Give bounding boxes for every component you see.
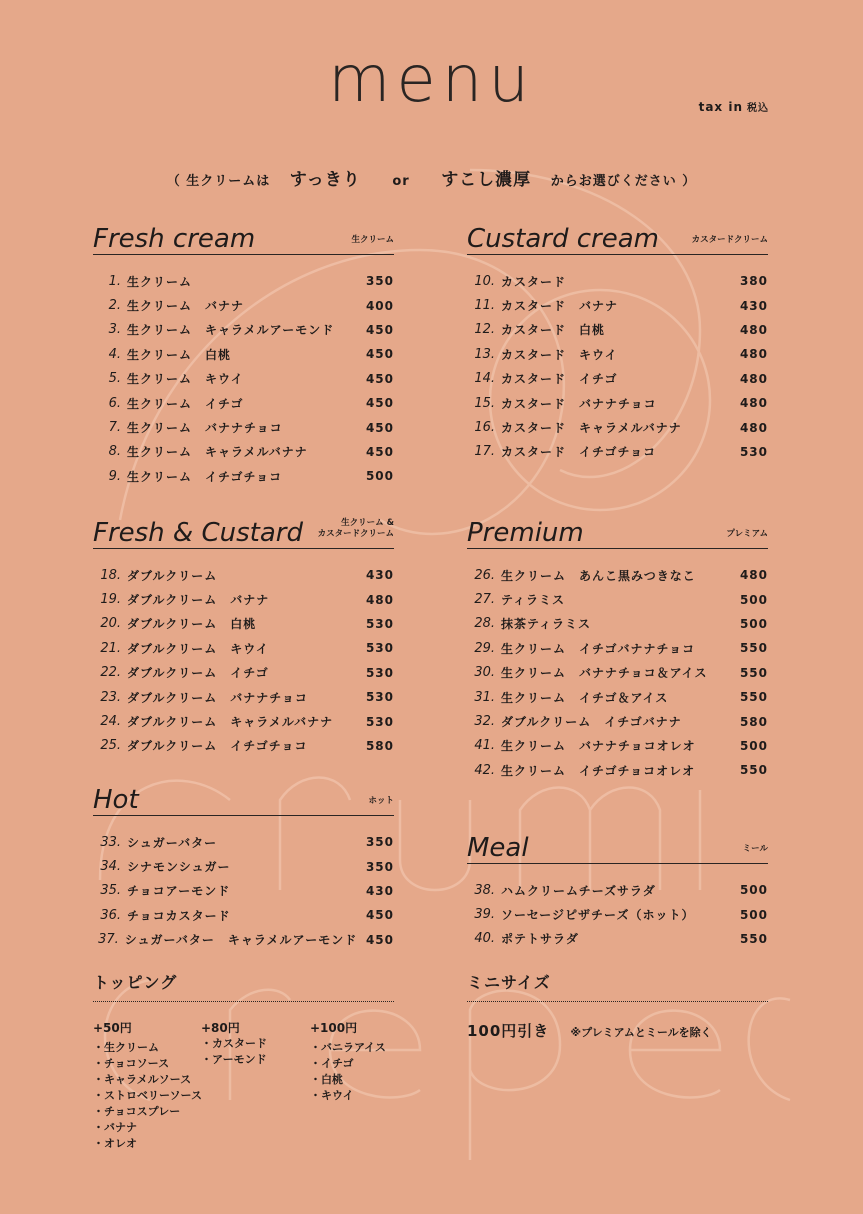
menu-item bbox=[467, 709, 768, 733]
cream-choice-note bbox=[0, 165, 863, 190]
item-price: 350 bbox=[365, 835, 394, 850]
item-price: 430 bbox=[365, 883, 394, 898]
item-price: 350 bbox=[365, 274, 394, 289]
tax-note bbox=[699, 99, 769, 114]
menu-item bbox=[467, 415, 768, 439]
item-name: ダブルクリーム バナナチョコ bbox=[127, 690, 308, 705]
topping-item: ・バナナ bbox=[93, 1121, 137, 1134]
item-name: 生クリーム イチゴ＆アイス bbox=[501, 690, 669, 705]
menu-item bbox=[467, 367, 768, 391]
menu-item bbox=[467, 269, 768, 293]
item-price: 450 bbox=[365, 932, 394, 947]
item-price: 450 bbox=[365, 420, 394, 435]
topping-group-80 bbox=[201, 1020, 267, 1068]
item-number: 19. bbox=[100, 592, 121, 608]
option-rich: すこし濃厚 bbox=[441, 170, 532, 190]
item-number: 30. bbox=[474, 665, 495, 681]
menu-item bbox=[467, 563, 768, 587]
item-name: シュガーバター キャラメルアーモンド bbox=[124, 933, 358, 948]
item-price: 550 bbox=[739, 641, 768, 656]
topping-price: +100円 bbox=[310, 1021, 358, 1035]
menu-item bbox=[93, 367, 394, 391]
item-name: ハムクリームチーズサラダ bbox=[501, 883, 656, 898]
item-name: 生クリーム イチゴチョコオレオ bbox=[501, 763, 696, 778]
menu-item bbox=[93, 854, 394, 878]
item-number: 40. bbox=[474, 931, 495, 947]
note-open: （ 生クリームは bbox=[166, 174, 271, 189]
item-number: 4. bbox=[108, 346, 121, 362]
menu-item bbox=[93, 563, 394, 587]
item-price: 530 bbox=[739, 444, 768, 459]
item-name: ポテトサラダ bbox=[501, 932, 579, 947]
item-price: 380 bbox=[739, 274, 768, 289]
item-price: 480 bbox=[739, 568, 768, 583]
item-number: 32. bbox=[474, 714, 495, 730]
item-price: 500 bbox=[739, 883, 768, 898]
item-list bbox=[93, 269, 394, 489]
item-name: 生クリーム bbox=[127, 274, 193, 289]
section-header bbox=[467, 827, 768, 864]
item-price: 530 bbox=[365, 690, 394, 705]
menu-item bbox=[93, 269, 394, 293]
item-name: カスタード キウイ bbox=[501, 347, 618, 362]
item-list bbox=[467, 878, 768, 951]
item-price: 580 bbox=[365, 738, 394, 753]
item-number: 3. bbox=[108, 322, 121, 338]
item-list bbox=[93, 830, 394, 952]
section-header bbox=[93, 779, 394, 816]
item-name: カスタード バナナチョコ bbox=[501, 396, 657, 411]
section-title: Hot bbox=[93, 785, 139, 815]
item-number: 9. bbox=[108, 468, 121, 484]
item-price: 530 bbox=[365, 641, 394, 656]
topping-title: トッピング bbox=[93, 973, 178, 992]
section-header bbox=[93, 512, 394, 549]
item-name: 生クリーム キウイ bbox=[127, 372, 244, 387]
topping-item: ・オレオ bbox=[93, 1137, 137, 1150]
item-number: 36. bbox=[100, 907, 121, 923]
topping-item: ・チョコスプレー bbox=[93, 1105, 181, 1118]
menu-item bbox=[467, 293, 768, 317]
menu-item bbox=[93, 587, 394, 611]
item-name: ダブルクリーム 白桃 bbox=[127, 617, 257, 632]
section-title: Fresh cream bbox=[93, 224, 256, 254]
item-price: 400 bbox=[365, 298, 394, 313]
item-number: 29. bbox=[474, 640, 495, 656]
menu-item bbox=[93, 612, 394, 636]
item-name: シナモンシュガー bbox=[127, 860, 231, 875]
menu-item bbox=[467, 661, 768, 685]
item-number: 15. bbox=[474, 395, 495, 411]
menu-item bbox=[93, 879, 394, 903]
section-title: Premium bbox=[467, 518, 584, 548]
item-number: 35. bbox=[100, 883, 121, 899]
item-name: 生クリーム イチゴバナナチョコ bbox=[501, 641, 696, 656]
item-number: 28. bbox=[474, 616, 495, 632]
topping-item: ・キウイ bbox=[310, 1089, 354, 1102]
item-name: ソーセージピザチーズ（ホット） bbox=[501, 908, 695, 923]
topping-items bbox=[310, 1040, 386, 1104]
section-subtitle: カスタードクリーム bbox=[691, 234, 768, 245]
section-header bbox=[467, 512, 768, 549]
item-name: 生クリーム 白桃 bbox=[127, 347, 232, 362]
menu-item bbox=[93, 830, 394, 854]
topping-item: ・キャラメルソース bbox=[93, 1073, 192, 1086]
item-number: 6. bbox=[108, 395, 121, 411]
topping-item: ・アーモンド bbox=[201, 1053, 267, 1066]
section-subtitle: 生クリーム bbox=[351, 234, 394, 245]
item-number: 33. bbox=[100, 834, 121, 850]
menu-title: menu bbox=[328, 43, 535, 117]
topping-header bbox=[93, 970, 394, 1002]
item-price: 480 bbox=[739, 347, 768, 362]
item-name: ダブルクリーム bbox=[127, 568, 218, 583]
mini-info bbox=[467, 1020, 712, 1041]
topping-item: ・生クリーム bbox=[93, 1041, 159, 1054]
menu-item bbox=[467, 927, 768, 951]
item-name: 生クリーム キャラメルアーモンド bbox=[127, 323, 335, 338]
item-number: 20. bbox=[100, 616, 121, 632]
item-number: 22. bbox=[100, 665, 121, 681]
item-price: 550 bbox=[739, 665, 768, 680]
item-number: 41. bbox=[474, 738, 495, 754]
mini-title: ミニサイズ bbox=[467, 973, 551, 992]
topping-items bbox=[201, 1036, 267, 1068]
item-price: 450 bbox=[365, 322, 394, 337]
item-price: 450 bbox=[365, 347, 394, 362]
item-price: 530 bbox=[365, 714, 394, 729]
menu-item bbox=[93, 903, 394, 927]
item-price: 530 bbox=[365, 665, 394, 680]
item-number: 17. bbox=[474, 444, 495, 460]
section-custard-cream bbox=[467, 218, 768, 464]
item-name: 抹茶ティラミス bbox=[501, 617, 592, 632]
item-number: 25. bbox=[100, 738, 121, 754]
item-price: 480 bbox=[739, 322, 768, 337]
item-price: 500 bbox=[739, 592, 768, 607]
section-hot bbox=[93, 779, 394, 952]
section-header bbox=[93, 218, 394, 255]
section-title: Fresh & Custard bbox=[93, 518, 303, 548]
item-name: カスタード キャラメルバナナ bbox=[501, 421, 682, 436]
item-price: 430 bbox=[365, 568, 394, 583]
item-number: 34. bbox=[100, 859, 121, 875]
menu-item bbox=[93, 636, 394, 660]
note-close: からお選びください ） bbox=[550, 174, 697, 189]
item-name: 生クリーム バナナチョコ bbox=[127, 421, 283, 436]
section-subtitle: プレミアム bbox=[726, 528, 768, 539]
item-name: 生クリーム バナナチョコ＆アイス bbox=[501, 666, 708, 681]
item-number: 26. bbox=[474, 567, 495, 583]
item-number: 38. bbox=[474, 882, 495, 898]
section-subtitle: ホット bbox=[368, 795, 394, 806]
topping-item: ・ストロベリーソース bbox=[93, 1089, 203, 1102]
menu-item bbox=[467, 318, 768, 342]
item-price: 500 bbox=[739, 907, 768, 922]
item-name: 生クリーム イチゴ bbox=[127, 396, 244, 411]
menu-item bbox=[93, 293, 394, 317]
item-price: 500 bbox=[365, 469, 394, 484]
item-price: 450 bbox=[365, 444, 394, 459]
menu-item bbox=[467, 342, 768, 366]
mini-note: ※プレミアムとミールを除く bbox=[570, 1026, 712, 1039]
item-price: 550 bbox=[739, 931, 768, 946]
menu-item bbox=[93, 342, 394, 366]
item-number: 18. bbox=[100, 567, 121, 583]
topping-item: ・白桃 bbox=[310, 1073, 343, 1086]
menu-item bbox=[93, 685, 394, 709]
item-name: カスタード イチゴチョコ bbox=[501, 445, 657, 460]
menu-item bbox=[467, 758, 768, 782]
menu-item bbox=[467, 587, 768, 611]
menu-item bbox=[93, 391, 394, 415]
section-title: Custard cream bbox=[467, 224, 660, 254]
menu-item bbox=[467, 902, 768, 926]
menu-item bbox=[93, 464, 394, 488]
topping-item: ・チョコソース bbox=[93, 1057, 170, 1070]
item-name: 生クリーム バナナチョコオレオ bbox=[501, 739, 696, 754]
item-number: 23. bbox=[100, 689, 121, 705]
item-name: ダブルクリーム バナナ bbox=[127, 593, 270, 608]
item-number: 16. bbox=[474, 420, 495, 436]
item-list bbox=[93, 563, 394, 758]
menu-item bbox=[467, 636, 768, 660]
item-name: カスタード 白桃 bbox=[501, 323, 606, 338]
item-name: ティラミス bbox=[501, 593, 566, 608]
item-price: 430 bbox=[739, 298, 768, 313]
item-number: 39. bbox=[474, 907, 495, 923]
menu-item bbox=[93, 928, 394, 952]
item-price: 480 bbox=[739, 396, 768, 411]
item-number: 13. bbox=[474, 346, 495, 362]
item-price: 450 bbox=[365, 908, 394, 923]
item-number: 14. bbox=[474, 371, 495, 387]
topping-price: +50円 bbox=[93, 1021, 132, 1035]
item-number: 24. bbox=[100, 714, 121, 730]
item-number: 7. bbox=[108, 420, 121, 436]
item-number: 27. bbox=[474, 592, 495, 608]
item-number: 8. bbox=[108, 444, 121, 460]
menu-item bbox=[467, 612, 768, 636]
menu-item bbox=[467, 440, 768, 464]
item-price: 500 bbox=[739, 616, 768, 631]
topping-item: ・バニラアイス bbox=[310, 1041, 386, 1054]
subtitle-line1: 生クリーム & bbox=[341, 517, 394, 528]
mini-header bbox=[467, 970, 768, 1002]
section-premium bbox=[467, 512, 768, 783]
tax-label-jp: 税込 bbox=[747, 103, 769, 114]
mini-discount: 100円引き bbox=[467, 1022, 550, 1040]
tax-label: tax in bbox=[698, 100, 743, 114]
item-price: 450 bbox=[365, 371, 394, 386]
menu-item bbox=[93, 734, 394, 758]
menu-item bbox=[467, 391, 768, 415]
section-subtitle: ミール bbox=[742, 843, 768, 854]
item-name: カスタード bbox=[501, 274, 567, 289]
section-meal bbox=[467, 827, 768, 951]
item-number: 1. bbox=[108, 273, 121, 289]
item-price: 580 bbox=[739, 714, 768, 729]
item-number: 5. bbox=[108, 371, 121, 387]
item-name: 生クリーム イチゴチョコ bbox=[127, 469, 283, 484]
section-fresh-custard bbox=[93, 512, 394, 758]
option-light: すっきり bbox=[289, 170, 361, 190]
item-name: ダブルクリーム キャラメルバナナ bbox=[127, 715, 334, 730]
item-number: 42. bbox=[474, 762, 495, 778]
item-name: ダブルクリーム キウイ bbox=[127, 641, 269, 656]
topping-items bbox=[93, 1040, 202, 1152]
menu-item bbox=[93, 661, 394, 685]
item-name: シュガーバター bbox=[127, 835, 218, 850]
item-price: 480 bbox=[739, 420, 768, 435]
item-name: ダブルクリーム イチゴ bbox=[127, 666, 269, 681]
section-subtitle bbox=[318, 518, 394, 540]
menu-item bbox=[467, 685, 768, 709]
item-name: ダブルクリーム イチゴバナナ bbox=[501, 715, 682, 730]
item-number: 12. bbox=[474, 322, 495, 338]
item-name: チョコアーモンド bbox=[127, 884, 231, 899]
item-number: 37. bbox=[98, 932, 119, 948]
item-price: 550 bbox=[739, 690, 768, 705]
item-name: カスタード イチゴ bbox=[501, 372, 618, 387]
item-name: 生クリーム バナナ bbox=[127, 299, 245, 314]
item-price: 480 bbox=[365, 592, 394, 607]
item-name: 生クリーム あんこ黒みつきなこ bbox=[501, 568, 696, 583]
menu-item bbox=[93, 318, 394, 342]
menu-item bbox=[93, 415, 394, 439]
item-price: 530 bbox=[365, 616, 394, 631]
item-price: 480 bbox=[739, 371, 768, 386]
topping-item: ・イチゴ bbox=[310, 1057, 354, 1070]
item-name: 生クリーム キャラメルバナナ bbox=[127, 445, 308, 460]
menu-item bbox=[467, 878, 768, 902]
section-title: Meal bbox=[467, 833, 529, 863]
menu-item bbox=[93, 709, 394, 733]
item-price: 450 bbox=[365, 396, 394, 411]
item-number: 21. bbox=[100, 640, 121, 656]
item-number: 10. bbox=[474, 273, 495, 289]
item-name: カスタード バナナ bbox=[501, 299, 619, 314]
section-header bbox=[467, 218, 768, 255]
item-price: 500 bbox=[739, 738, 768, 753]
topping-item: ・カスタード bbox=[201, 1037, 267, 1050]
note-or: or bbox=[392, 174, 410, 189]
item-list bbox=[467, 269, 768, 464]
subtitle-line2: カスタードクリーム bbox=[317, 528, 394, 539]
item-number: 31. bbox=[474, 689, 495, 705]
menu-item bbox=[467, 734, 768, 758]
item-name: チョコカスタード bbox=[127, 908, 231, 923]
menu-item bbox=[93, 440, 394, 464]
topping-group-50 bbox=[93, 1020, 202, 1152]
item-name: ダブルクリーム イチゴチョコ bbox=[127, 739, 308, 754]
item-price: 550 bbox=[739, 763, 768, 778]
item-number: 11. bbox=[474, 298, 495, 314]
item-price: 350 bbox=[365, 859, 394, 874]
item-number: 2. bbox=[108, 298, 121, 314]
topping-group-100 bbox=[310, 1020, 386, 1104]
item-list bbox=[467, 563, 768, 783]
topping-price: +80円 bbox=[201, 1021, 240, 1035]
section-fresh-cream bbox=[93, 218, 394, 489]
